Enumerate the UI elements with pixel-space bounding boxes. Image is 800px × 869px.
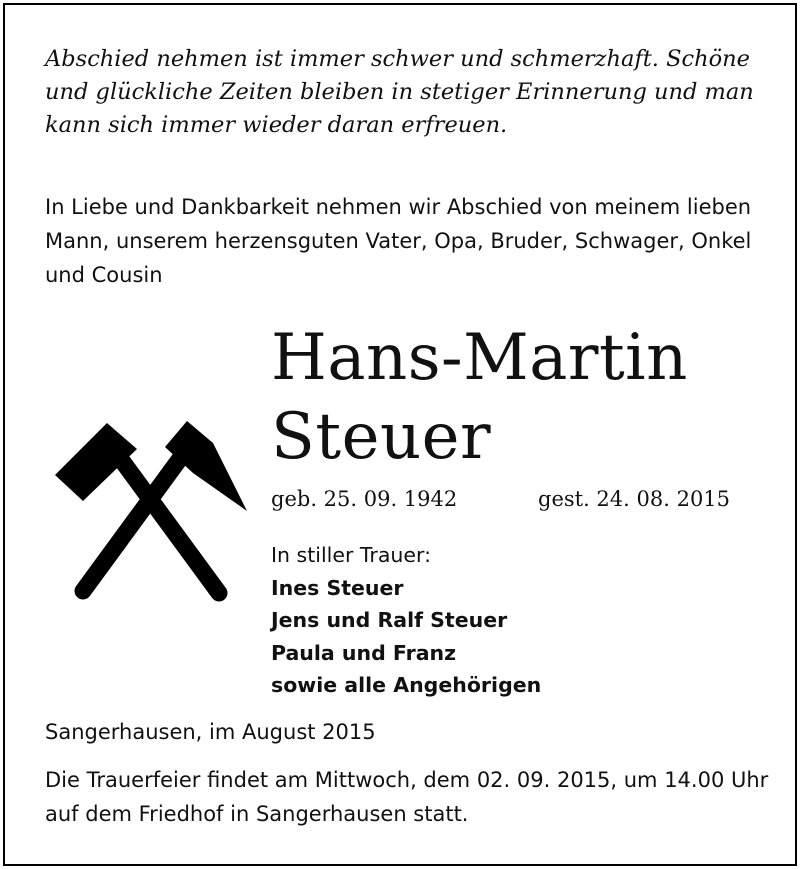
death-date: gest. 24. 08. 2015	[538, 487, 731, 511]
mourner-name: sowie alle Angehörigen	[271, 673, 542, 697]
mourner-name: Paula und Franz	[271, 640, 457, 665]
deceased-last-name: Steuer	[271, 400, 492, 474]
mourners-block	[271, 539, 541, 702]
obituary-frame	[3, 3, 797, 866]
mourners-heading: In stiller Trauer:	[271, 543, 431, 567]
obituary-intro: In Liebe und Dankbarkeit nehmen wir Abschied von meinem lieben Mann, unserem herzensguten Vater, Opa, Bruder, Schwager, Onkel und Cousin	[45, 195, 752, 287]
obituary-quote: Abschied nehmen ist immer schwer und schmerzhaft. Schöne und glückliche Zeiten bleiben in stetiger Erinnerung und man kann sich immer wieder daran erfreuen.	[45, 46, 754, 138]
deceased-first-name: Hans-Martin	[271, 321, 688, 395]
mourner-name: Jens und Ralf Steuer	[271, 608, 508, 632]
place-date: Sangerhausen, im August 2015	[45, 720, 376, 744]
mourner-name: Ines Steuer	[271, 575, 404, 600]
hammer-and-pick-icon	[47, 415, 257, 605]
birth-date: geb. 25. 09. 1942	[271, 487, 458, 511]
funeral-service-note: Die Trauerfeier findet am Mittwoch, dem 02. 09. 2015, um 14.00 Uhr auf dem Friedhof in Sangerhausen statt.	[45, 768, 769, 826]
